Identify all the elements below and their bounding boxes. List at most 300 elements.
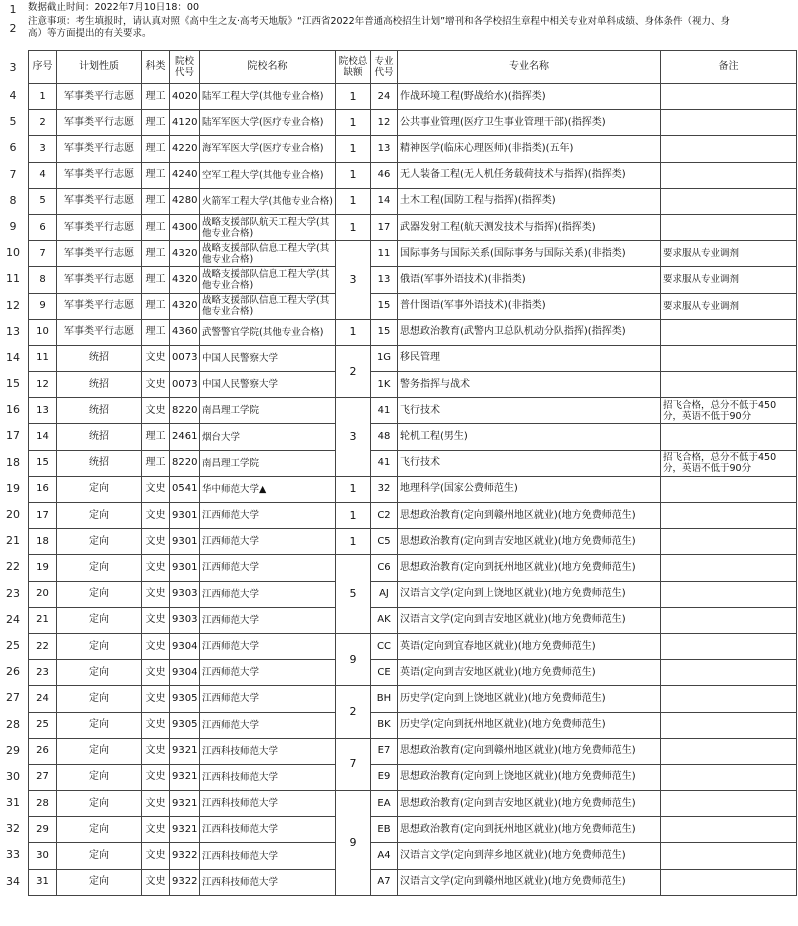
table-row (29, 450, 797, 476)
school-cell: 空军工程大学(其他专业合格) (200, 162, 336, 188)
vacancy-cell: 1 (336, 529, 371, 555)
seq-cell: 25 (29, 712, 57, 738)
remark-cell (661, 633, 797, 659)
row-number: 10 (6, 246, 20, 259)
remark-cell: 招飞合格，总分不低于450分，英语不低于90分 (661, 398, 797, 424)
seq-cell: 2 (29, 110, 57, 136)
table-row (29, 110, 797, 136)
major-cell: 俄语(军事外语技术)(非指类) (398, 267, 661, 293)
row-number: 29 (6, 744, 20, 757)
vacancy-cell: 2 (336, 345, 371, 397)
vacancy-cell: 9 (336, 791, 371, 896)
mcode-cell: 12 (371, 110, 398, 136)
remark-cell (661, 607, 797, 633)
plan-cell: 统招 (57, 345, 142, 371)
remark-cell (661, 555, 797, 581)
plan-cell: 统招 (57, 450, 142, 476)
type-cell: 理工 (142, 214, 170, 240)
plan-cell: 统招 (57, 424, 142, 450)
type-cell: 理工 (142, 424, 170, 450)
row-number: 15 (6, 377, 20, 390)
code-cell: 0073 (170, 372, 200, 398)
type-cell: 文史 (142, 738, 170, 764)
plan-cell: 军事类平行志愿 (57, 84, 142, 110)
seq-cell: 20 (29, 581, 57, 607)
table-row (29, 660, 797, 686)
code-cell: 9322 (170, 869, 200, 895)
code-cell: 4280 (170, 188, 200, 214)
header-row (29, 51, 797, 84)
vacancy-cell: 2 (336, 686, 371, 738)
major-cell: 作战环境工程(野战给水)(指挥类) (398, 84, 661, 110)
major-cell: 地理科学(国家公费师范生) (398, 476, 661, 502)
code-cell: 8220 (170, 398, 200, 424)
mcode-cell: A7 (371, 869, 398, 895)
vacancy-cell: 3 (336, 241, 371, 320)
school-cell: 烟台大学 (200, 424, 336, 450)
table-row (29, 555, 797, 581)
seq-cell: 30 (29, 843, 57, 869)
vacancy-cell: 1 (336, 503, 371, 529)
table-row (29, 791, 797, 817)
seq-cell: 18 (29, 529, 57, 555)
major-cell: 无人装备工程(无人机任务载荷技术与指挥)(指挥类) (398, 162, 661, 188)
plan-cell: 军事类平行志愿 (57, 241, 142, 267)
remark-cell (661, 372, 797, 398)
seq-cell: 19 (29, 555, 57, 581)
school-cell: 武警警官学院(其他专业合格) (200, 319, 336, 345)
major-cell: 思想政治教育(武警内卫总队机动分队指挥)(指挥类) (398, 319, 661, 345)
row-number: 12 (6, 299, 20, 312)
major-cell: 飞行技术 (398, 398, 661, 424)
mcode-cell: 15 (371, 293, 398, 319)
plan-cell: 军事类平行志愿 (57, 136, 142, 162)
row-number: 18 (6, 456, 20, 469)
header-major-code: 专业代号 (371, 51, 398, 84)
vacancy-cell: 1 (336, 84, 371, 110)
mcode-cell: 14 (371, 188, 398, 214)
row-number: 33 (6, 848, 20, 861)
school-cell: 江西师范大学 (200, 686, 336, 712)
major-cell: 思想政治教育(定向到抚州地区就业)(地方免费师范生) (398, 817, 661, 843)
remark-cell (661, 110, 797, 136)
major-cell: 精神医学(临床心理医师)(非指类)(五年) (398, 136, 661, 162)
type-cell: 理工 (142, 188, 170, 214)
row-number: 9 (9, 220, 17, 233)
vacancy-cell: 1 (336, 188, 371, 214)
remark-cell (661, 869, 797, 895)
mcode-cell: 24 (371, 84, 398, 110)
mcode-cell: 13 (371, 136, 398, 162)
header-plan: 计划性质 (57, 51, 142, 84)
type-cell: 文史 (142, 372, 170, 398)
plan-cell: 定向 (57, 529, 142, 555)
mcode-cell: C5 (371, 529, 398, 555)
type-cell: 理工 (142, 241, 170, 267)
mcode-cell: BK (371, 712, 398, 738)
remark-cell: 要求服从专业调剂 (661, 293, 797, 319)
plan-cell: 定向 (57, 503, 142, 529)
seq-cell: 10 (29, 319, 57, 345)
table-row (29, 214, 797, 240)
type-cell: 文史 (142, 869, 170, 895)
type-cell: 理工 (142, 293, 170, 319)
school-cell: 战略支援部队信息工程大学(其他专业合格) (200, 267, 336, 293)
table-row (29, 686, 797, 712)
remark-cell: 要求服从专业调剂 (661, 267, 797, 293)
mcode-cell: 32 (371, 476, 398, 502)
major-cell: 国际事务与国际关系(国际事务与国际关系)(非指类) (398, 241, 661, 267)
type-cell: 文史 (142, 633, 170, 659)
remark-cell (661, 791, 797, 817)
major-cell: 警务指挥与战术 (398, 372, 661, 398)
major-cell: 思想政治教育(定向到吉安地区就业)(地方免费师范生) (398, 791, 661, 817)
plan-cell: 定向 (57, 555, 142, 581)
seq-cell: 17 (29, 503, 57, 529)
major-cell: 移民管理 (398, 345, 661, 371)
plan-cell: 定向 (57, 712, 142, 738)
school-cell: 华中师范大学▲ (200, 476, 336, 502)
mcode-cell: 13 (371, 267, 398, 293)
remark-cell (661, 188, 797, 214)
notice-line-continued: 高）等方面提出的有关要求。 (28, 28, 152, 39)
vacancy-cell: 1 (336, 319, 371, 345)
mcode-cell: 41 (371, 398, 398, 424)
row-number: 25 (6, 639, 20, 652)
mcode-cell: AK (371, 607, 398, 633)
type-cell: 文史 (142, 817, 170, 843)
seq-cell: 31 (29, 869, 57, 895)
seq-cell: 21 (29, 607, 57, 633)
code-cell: 9301 (170, 555, 200, 581)
school-cell: 战略支援部队航天工程大学(其他专业合格) (200, 214, 336, 240)
type-cell: 文史 (142, 764, 170, 790)
row-number: 32 (6, 822, 20, 835)
seq-cell: 16 (29, 476, 57, 502)
type-cell: 文史 (142, 476, 170, 502)
plan-cell: 定向 (57, 633, 142, 659)
code-cell: 4320 (170, 267, 200, 293)
code-cell: 9305 (170, 686, 200, 712)
table-row (29, 607, 797, 633)
plan-cell: 定向 (57, 660, 142, 686)
school-cell: 海军军医大学(医疗专业合格) (200, 136, 336, 162)
notice-line: 注意事项：考生填报时，请认真对照《高中生之友·高考天地版》“江西省2022年普通高校招生计划”增刊和各学校招生章程中相关专业对单科成绩、身体条件（视力、身 (28, 16, 731, 27)
table-row (29, 319, 797, 345)
vacancy-table (28, 50, 797, 896)
table-row (29, 738, 797, 764)
table-row (29, 267, 797, 293)
major-cell: 历史学(定向到抚州地区就业)(地方免费师范生) (398, 712, 661, 738)
type-cell: 文史 (142, 555, 170, 581)
school-cell: 战略支援部队信息工程大学(其他专业合格) (200, 293, 336, 319)
type-cell: 理工 (142, 84, 170, 110)
major-cell: 英语(定向到宜春地区就业)(地方免费师范生) (398, 633, 661, 659)
remark-cell: 要求服从专业调剂 (661, 241, 797, 267)
code-cell: 4220 (170, 136, 200, 162)
row-number: 31 (6, 796, 20, 809)
table-row (29, 764, 797, 790)
mcode-cell: CC (371, 633, 398, 659)
seq-cell: 27 (29, 764, 57, 790)
row-number: 34 (6, 875, 20, 888)
school-cell: 江西师范大学 (200, 503, 336, 529)
plan-cell: 统招 (57, 398, 142, 424)
school-cell: 江西师范大学 (200, 633, 336, 659)
plan-cell: 定向 (57, 738, 142, 764)
table-body (29, 84, 797, 896)
row-number: 30 (6, 770, 20, 783)
major-cell: 汉语言文学(定向到萍乡地区就业)(地方免费师范生) (398, 843, 661, 869)
type-cell: 理工 (142, 450, 170, 476)
type-cell: 文史 (142, 345, 170, 371)
school-cell: 江西科技师范大学 (200, 738, 336, 764)
row-number: 27 (6, 691, 20, 704)
row-number: 19 (6, 482, 20, 495)
table-row (29, 503, 797, 529)
type-cell: 理工 (142, 110, 170, 136)
seq-cell: 24 (29, 686, 57, 712)
type-cell: 理工 (142, 162, 170, 188)
code-cell: 9303 (170, 581, 200, 607)
type-cell: 文史 (142, 712, 170, 738)
school-cell: 江西师范大学 (200, 607, 336, 633)
mcode-cell: 15 (371, 319, 398, 345)
header-seq: 序号 (29, 51, 57, 84)
remark-cell (661, 424, 797, 450)
plan-cell: 定向 (57, 607, 142, 633)
type-cell: 文史 (142, 791, 170, 817)
row-number: 24 (6, 613, 20, 626)
table-row (29, 372, 797, 398)
code-cell: 9301 (170, 503, 200, 529)
school-cell: 中国人民警察大学 (200, 372, 336, 398)
mcode-cell: 17 (371, 214, 398, 240)
plan-cell: 军事类平行志愿 (57, 188, 142, 214)
code-cell: 9322 (170, 843, 200, 869)
plan-cell: 定向 (57, 476, 142, 502)
seq-cell: 1 (29, 84, 57, 110)
mcode-cell: C2 (371, 503, 398, 529)
school-cell: 陆军军医大学(医疗专业合格) (200, 110, 336, 136)
seq-cell: 6 (29, 214, 57, 240)
row-number: 20 (6, 508, 20, 521)
vacancy-cell: 1 (336, 136, 371, 162)
seq-cell: 23 (29, 660, 57, 686)
major-cell: 思想政治教育(定向到赣州地区就业)(地方免费师范生) (398, 738, 661, 764)
code-cell: 4300 (170, 214, 200, 240)
major-cell: 武器发射工程(航天测发技术与指挥)(指挥类) (398, 214, 661, 240)
school-cell: 江西科技师范大学 (200, 791, 336, 817)
header-school-code: 院校代号 (170, 51, 200, 84)
row-number: 26 (6, 665, 20, 678)
school-cell: 南昌理工学院 (200, 398, 336, 424)
school-cell: 江西科技师范大学 (200, 764, 336, 790)
type-cell: 文史 (142, 503, 170, 529)
seq-cell: 7 (29, 241, 57, 267)
school-cell: 江西科技师范大学 (200, 843, 336, 869)
type-cell: 理工 (142, 267, 170, 293)
header-vacancy: 院校总缺额 (336, 51, 371, 84)
table-row (29, 529, 797, 555)
seq-cell: 11 (29, 345, 57, 371)
major-cell: 汉语言文学(定向到上饶地区就业)(地方免费师范生) (398, 581, 661, 607)
type-cell: 文史 (142, 529, 170, 555)
deadline-note: 数据截止时间：2022年7月10日18：00 (28, 2, 199, 13)
plan-cell: 定向 (57, 843, 142, 869)
code-cell: 9301 (170, 529, 200, 555)
code-cell: 4320 (170, 293, 200, 319)
school-cell: 火箭军工程大学(其他专业合格) (200, 188, 336, 214)
remark-cell (661, 686, 797, 712)
code-cell: 4320 (170, 241, 200, 267)
row-number: 4 (9, 89, 17, 102)
remark-cell (661, 764, 797, 790)
table-row (29, 633, 797, 659)
remark-cell (661, 136, 797, 162)
seq-cell: 3 (29, 136, 57, 162)
seq-cell: 9 (29, 293, 57, 319)
mcode-cell: BH (371, 686, 398, 712)
remark-cell (661, 503, 797, 529)
school-cell: 江西师范大学 (200, 660, 336, 686)
seq-cell: 29 (29, 817, 57, 843)
vacancy-cell: 3 (336, 398, 371, 477)
vacancy-cell: 9 (336, 633, 371, 685)
code-cell: 4120 (170, 110, 200, 136)
plan-cell: 定向 (57, 869, 142, 895)
remark-cell (661, 319, 797, 345)
table-row (29, 162, 797, 188)
plan-cell: 军事类平行志愿 (57, 293, 142, 319)
school-cell: 江西师范大学 (200, 581, 336, 607)
seq-cell: 28 (29, 791, 57, 817)
table-row (29, 398, 797, 424)
school-cell: 陆军工程大学(其他专业合格) (200, 84, 336, 110)
code-cell: 4240 (170, 162, 200, 188)
type-cell: 理工 (142, 319, 170, 345)
table-row (29, 581, 797, 607)
code-cell: 0541 (170, 476, 200, 502)
remark-cell: 招飞合格，总分不低于450分，英语不低于90分 (661, 450, 797, 476)
seq-cell: 8 (29, 267, 57, 293)
seq-cell: 12 (29, 372, 57, 398)
major-cell: 思想政治教育(定向到吉安地区就业)(地方免费师范生) (398, 529, 661, 555)
plan-cell: 军事类平行志愿 (57, 162, 142, 188)
table-row (29, 869, 797, 895)
remark-cell (661, 581, 797, 607)
remark-cell (661, 738, 797, 764)
school-cell: 江西科技师范大学 (200, 869, 336, 895)
mcode-cell: 48 (371, 424, 398, 450)
table-row (29, 293, 797, 319)
vacancy-cell: 1 (336, 476, 371, 502)
code-cell: 4360 (170, 319, 200, 345)
code-cell: 9304 (170, 633, 200, 659)
mcode-cell: 11 (371, 241, 398, 267)
seq-cell: 13 (29, 398, 57, 424)
school-cell: 江西师范大学 (200, 712, 336, 738)
header-type: 科类 (142, 51, 170, 84)
major-cell: 思想政治教育(定向到上饶地区就业)(地方免费师范生) (398, 764, 661, 790)
vacancy-cell: 7 (336, 738, 371, 790)
table-row (29, 188, 797, 214)
code-cell: 9321 (170, 738, 200, 764)
mcode-cell: EA (371, 791, 398, 817)
row-number: 28 (6, 718, 20, 731)
vacancy-cell: 5 (336, 555, 371, 634)
remark-cell (661, 817, 797, 843)
plan-cell: 军事类平行志愿 (57, 267, 142, 293)
row-number: 6 (9, 141, 17, 154)
school-cell: 江西师范大学 (200, 555, 336, 581)
school-cell: 战略支援部队信息工程大学(其他专业合格) (200, 241, 336, 267)
type-cell: 文史 (142, 581, 170, 607)
table-row (29, 712, 797, 738)
row-number: 22 (6, 560, 20, 573)
table-row (29, 843, 797, 869)
code-cell: 0073 (170, 345, 200, 371)
code-cell: 8220 (170, 450, 200, 476)
mcode-cell: A4 (371, 843, 398, 869)
row-number: 5 (9, 115, 17, 128)
plan-cell: 定向 (57, 791, 142, 817)
table-row (29, 345, 797, 371)
remark-cell (661, 84, 797, 110)
school-cell: 中国人民警察大学 (200, 345, 336, 371)
major-cell: 轮机工程(男生) (398, 424, 661, 450)
seq-cell: 15 (29, 450, 57, 476)
major-cell: 思想政治教育(定向到赣州地区就业)(地方免费师范生) (398, 503, 661, 529)
mcode-cell: E9 (371, 764, 398, 790)
row-number: 2 (9, 22, 17, 35)
row-number: 21 (6, 534, 20, 547)
code-cell: 9305 (170, 712, 200, 738)
mcode-cell: E7 (371, 738, 398, 764)
plan-cell: 定向 (57, 686, 142, 712)
plan-cell: 军事类平行志愿 (57, 319, 142, 345)
plan-cell: 军事类平行志愿 (57, 214, 142, 240)
row-number: 23 (6, 587, 20, 600)
type-cell: 文史 (142, 843, 170, 869)
header-major-name: 专业名称 (398, 51, 661, 84)
major-cell: 普什图语(军事外语技术)(非指类) (398, 293, 661, 319)
type-cell: 文史 (142, 398, 170, 424)
code-cell: 9321 (170, 791, 200, 817)
header-school-name: 院校名称 (200, 51, 336, 84)
seq-cell: 26 (29, 738, 57, 764)
seq-cell: 5 (29, 188, 57, 214)
school-cell: 江西科技师范大学 (200, 817, 336, 843)
plan-cell: 定向 (57, 764, 142, 790)
type-cell: 理工 (142, 136, 170, 162)
school-cell: 江西师范大学 (200, 529, 336, 555)
row-number: 11 (6, 272, 20, 285)
plan-cell: 军事类平行志愿 (57, 110, 142, 136)
mcode-cell: EB (371, 817, 398, 843)
row-number: 1 (9, 3, 17, 16)
vacancy-cell: 1 (336, 214, 371, 240)
row-number: 17 (6, 429, 20, 442)
seq-cell: 14 (29, 424, 57, 450)
remark-cell (661, 712, 797, 738)
remark-cell (661, 476, 797, 502)
vacancy-cell: 1 (336, 162, 371, 188)
major-cell: 土木工程(国防工程与指挥)(指挥类) (398, 188, 661, 214)
vacancy-cell: 1 (336, 110, 371, 136)
major-cell: 思想政治教育(定向到抚州地区就业)(地方免费师范生) (398, 555, 661, 581)
remark-cell (661, 529, 797, 555)
